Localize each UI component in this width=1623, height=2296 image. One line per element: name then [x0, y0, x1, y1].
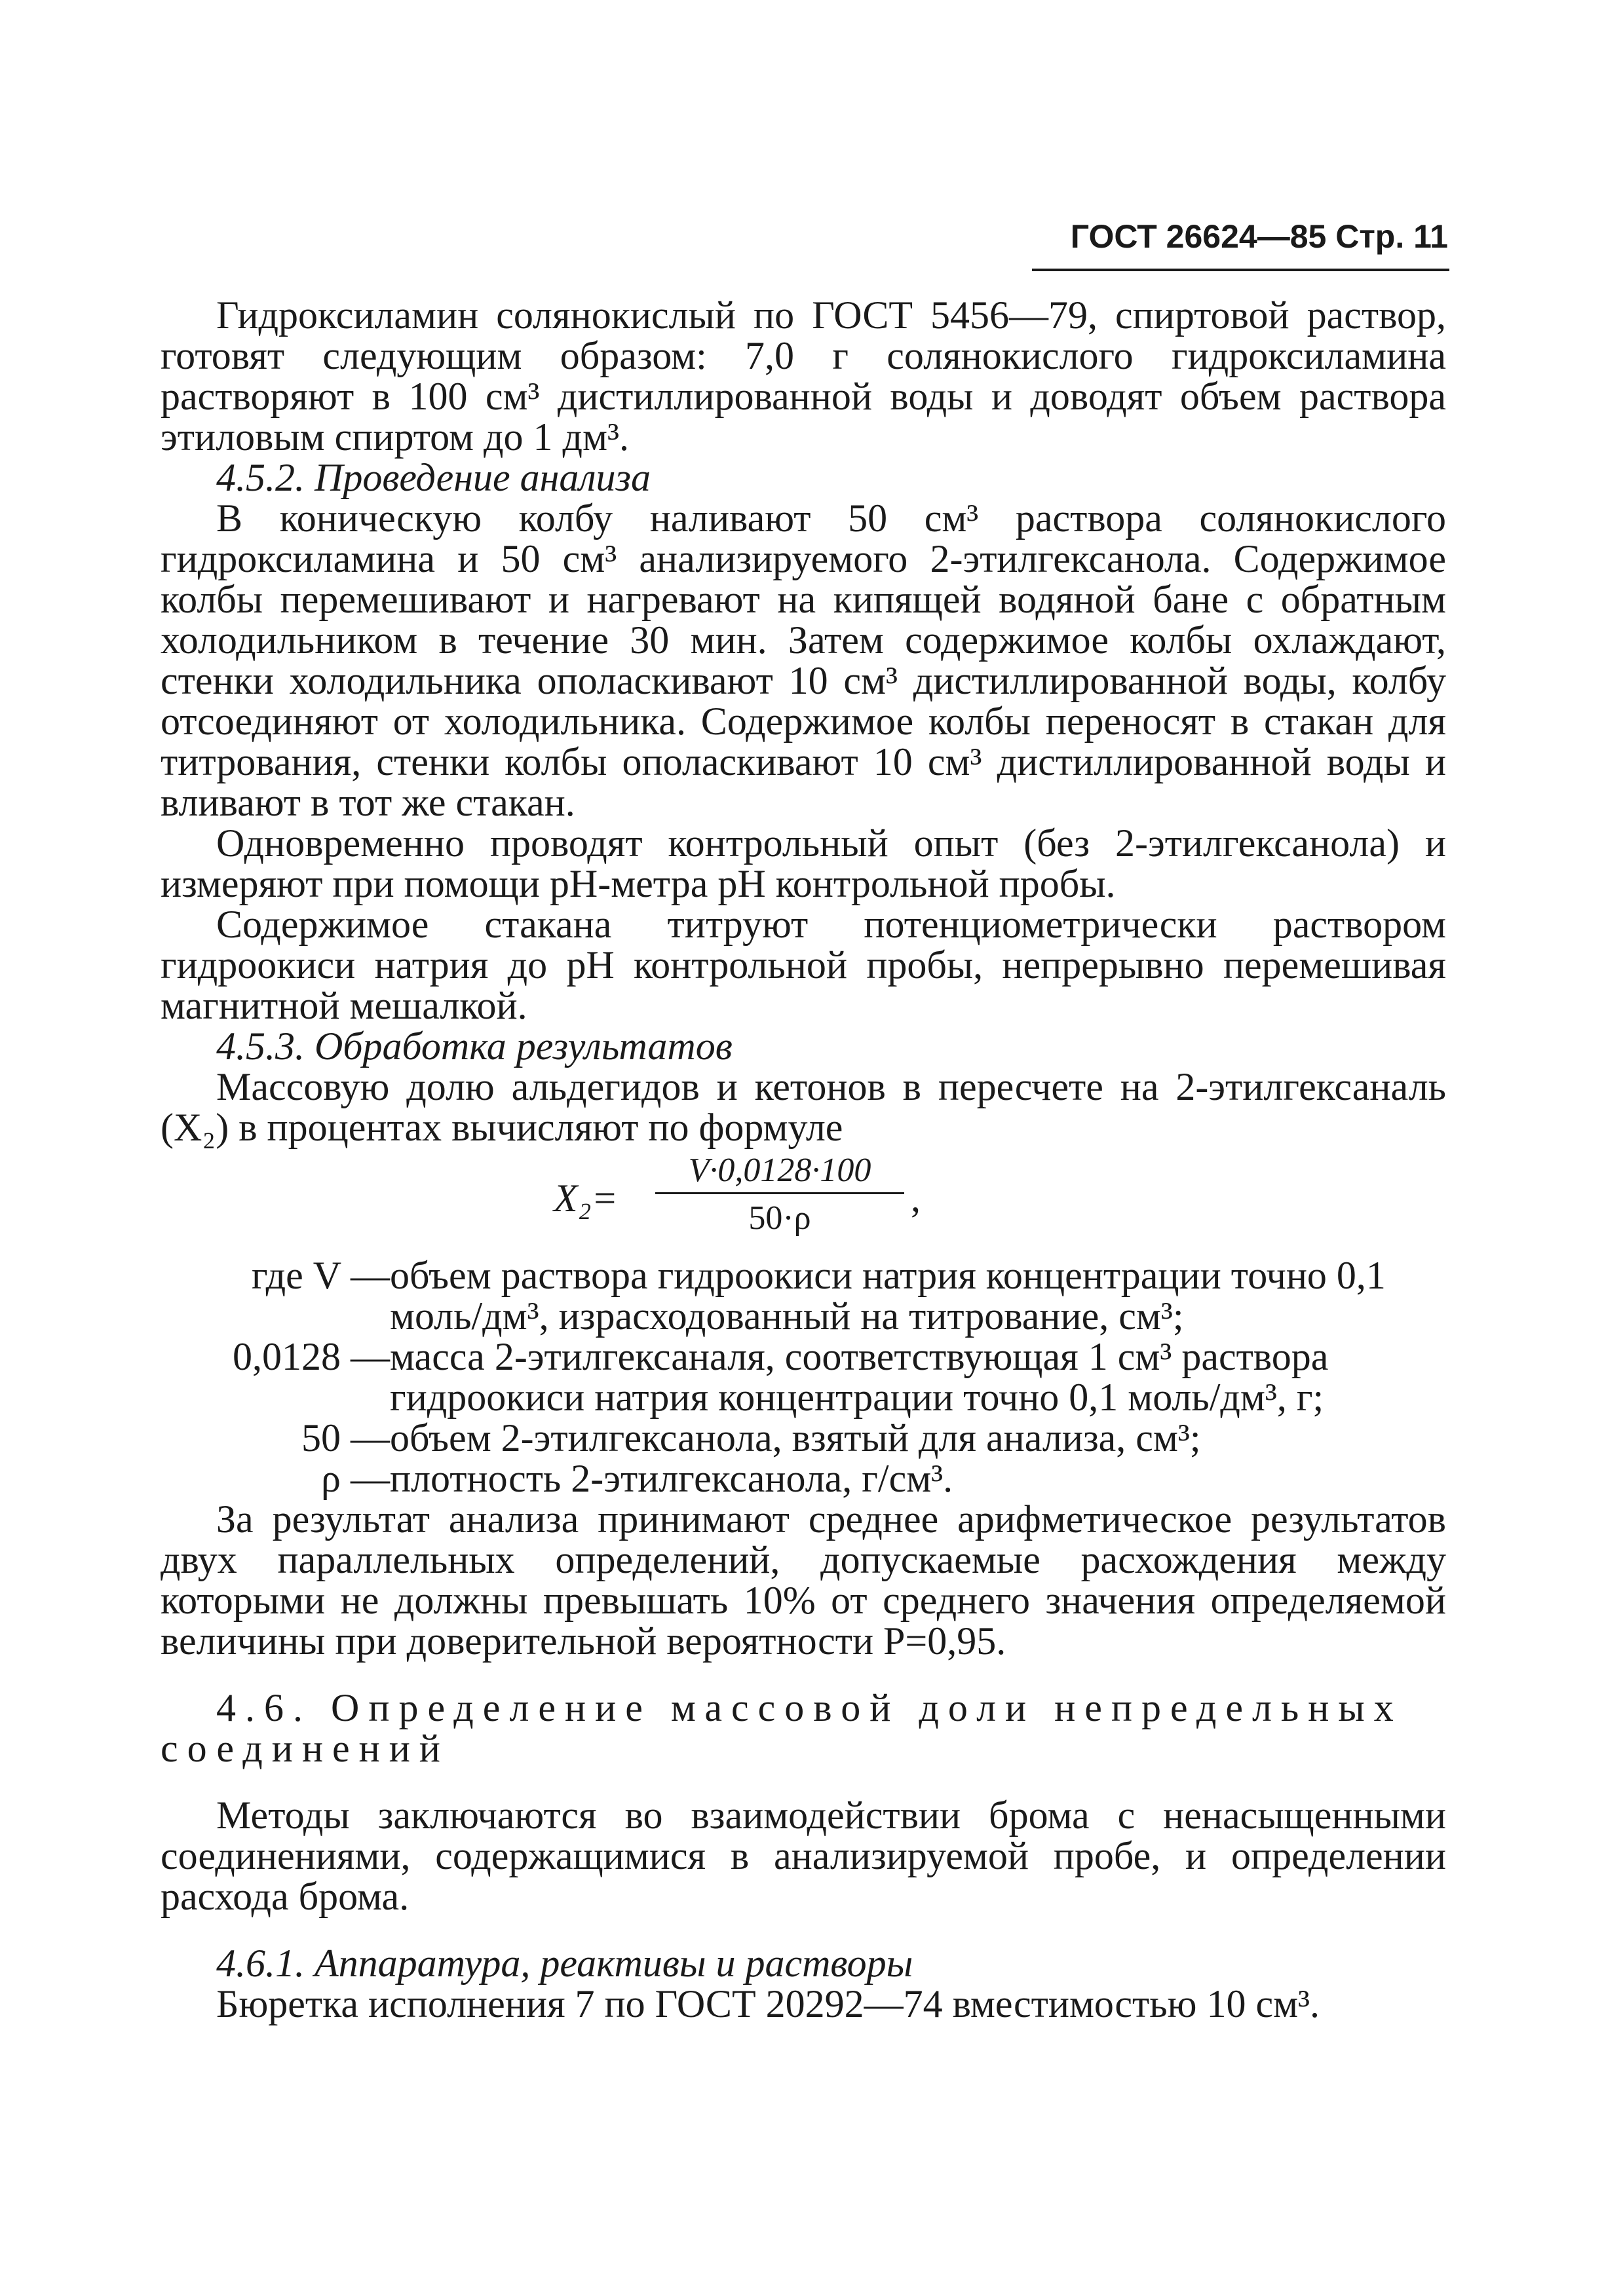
formula-lhs: X₂=: [554, 1176, 618, 1220]
paragraph-burette: Бюретка исполнения 7 по ГОСТ 20292—74 вместимостью 10 см³.: [216, 1982, 1320, 2025]
section-heading-text: 4.5.3. Обработка результатов: [216, 1025, 733, 1068]
formula: [161, 1150, 1446, 1249]
definition-item: [161, 1336, 1446, 1418]
paragraph-result: За результат анализа принимают среднее арифметическое результатов двух параллельных определений, допускаемые расхождения между которыми не должны превышать 10% от среднего значения определяемой величины при доверительной вероятности P=0,95.: [161, 1497, 1446, 1663]
section-heading-text: 4.6.1. Аппаратура, реактивы и растворы: [216, 1942, 913, 1985]
section-heading-4-6: 4.6. Определение массовой доли непредельных соединений: [161, 1686, 1403, 1770]
definition-term: где V —: [251, 1254, 390, 1297]
page-header: ГОСТ 26624—85 Стр. 11: [1070, 218, 1448, 255]
paragraph-control-test: Одновременно проводят контрольный опыт (без 2-этилгексанола) и измеряют при помощи pH-метра pH контрольной пробы.: [161, 821, 1446, 905]
formula-fraction: [655, 1150, 904, 1239]
definition-item: [161, 1418, 1446, 1458]
fraction-bar: [655, 1192, 904, 1194]
section-heading-text: 4.5.2. Проведение анализа: [216, 456, 651, 499]
formula-denominator: 50·ρ: [748, 1199, 811, 1237]
formula-numerator: V·0,0128·100: [688, 1152, 871, 1189]
paragraph-titration: Содержимое стакана титруют потенциометрически раствором гидроокиси натрия до pH контрольной пробы, непрерывно перемешивая магнитной мешалкой.: [161, 903, 1446, 1027]
paragraph-hydroxylamine-solution: Гидроксиламин солянокислый по ГОСТ 5456—79, спиртовой раствор, готовят следующим образом: 7,0 г солянокислого гидроксиламина растворяют в 100 см³ дистиллированной воды и доводят объем раствора этиловым спиртом до 1 дм³.: [161, 293, 1446, 459]
paragraph-methods: Методы заключаются во взаимодействии брома с ненасыщенными соединениями, содержащимися в анализируемой пробе, и определении расхода брома.: [161, 1794, 1446, 1918]
formula-comma: ,: [911, 1176, 921, 1220]
definition-term: 50 —: [301, 1416, 390, 1459]
paragraph-procedure: В коническую колбу наливают 50 см³ раствора солянокислого гидроксиламина и 50 см³ анализируемого 2-этилгексанола. Содержимое колбы перемешивают и нагревают на кипящей водяной бане с обратным холодильником в течение 30 мин. Затем содержимое колбы охлаждают, стенки холодильника ополаскивают 10 см³ дистиллированной воды, колбу отсоединяют от холодильника. Содержимое колбы переносят в стакан для титрования, стенки колбы ополаскивают 10 см³ дистиллированной воды и вливают в тот же стакан.: [161, 497, 1446, 824]
section-heading-4-5-3: [161, 1026, 1446, 1066]
definition-item: [161, 1458, 1446, 1499]
definition-text: масса 2-этилгексаналя, соответствующая 1 см³ раствора гидроокиси натрия концентрации точно 0,1 моль/дм³, г;: [390, 1335, 1329, 1419]
definition-text: объем 2-этилгексанола, взятый для анализа, см³;: [390, 1416, 1201, 1459]
definition-text: объем раствора гидроокиси натрия концентрации точно 0,1 моль/дм³, израсходованный на титрование, см³;: [390, 1254, 1386, 1338]
section-heading-4-6-1: [161, 1943, 1446, 1984]
document-body: [161, 295, 1446, 2024]
definition-term: ρ —: [321, 1457, 390, 1500]
definition-text: плотность 2-этилгексанола, г/см³.: [390, 1457, 953, 1500]
paragraph-formula-intro: Массовую долю альдегидов и кетонов в пересчете на 2-этилгексаналь (X₂) в процентах вычисляют по формуле: [161, 1065, 1446, 1149]
definition-term: 0,0128 —: [233, 1335, 390, 1378]
section-heading-4-5-2: [161, 457, 1446, 498]
definition-item: [161, 1255, 1446, 1336]
formula-definitions: [161, 1255, 1446, 1499]
header-rule: [1032, 269, 1449, 271]
